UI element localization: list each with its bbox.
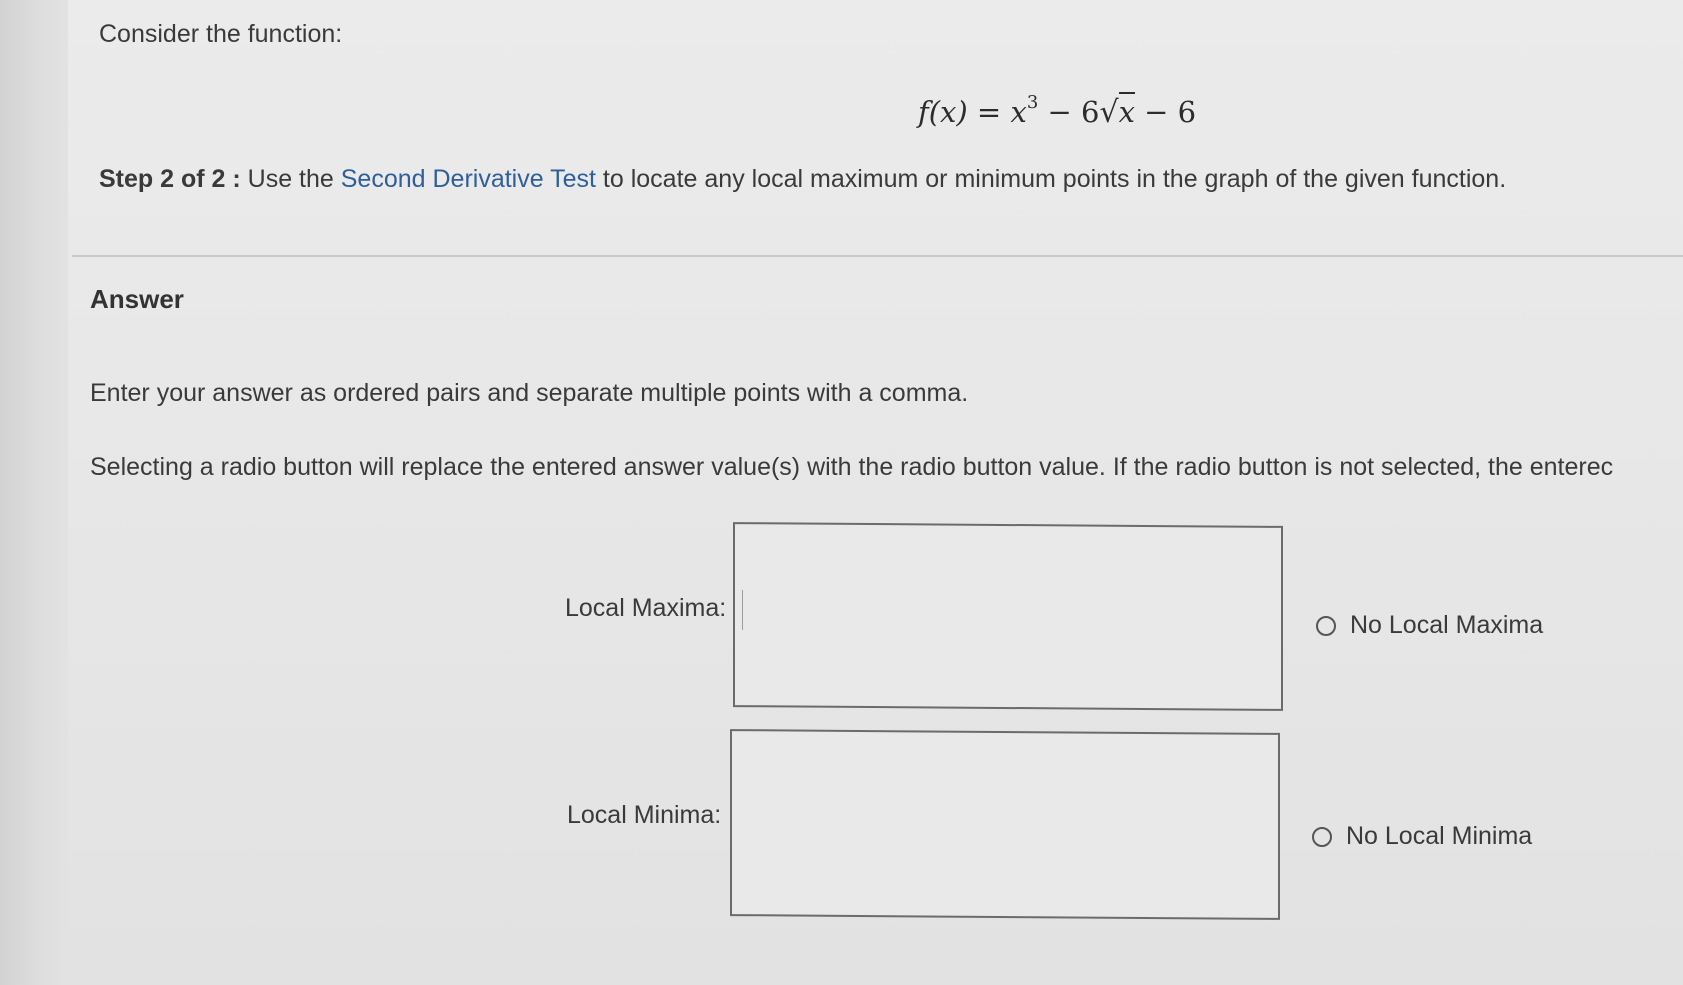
- local-minima-label: Local Minima:: [567, 801, 722, 829]
- second-derivative-test-link[interactable]: Second Derivative Test: [340, 165, 596, 193]
- no-local-minima-label[interactable]: No Local Minima: [1346, 822, 1533, 850]
- radical-sign: √: [1099, 95, 1119, 130]
- no-local-maxima-label[interactable]: No Local Maxima: [1350, 611, 1544, 639]
- formula-lhs: f(x) = x: [918, 95, 1027, 129]
- step-label: Step 2 of 2 :: [99, 165, 241, 193]
- local-maxima-label: Local Maxima:: [565, 594, 727, 622]
- answer-title: Answer: [90, 284, 184, 314]
- formula-exponent: 3: [1026, 92, 1039, 113]
- function-formula: [918, 92, 1196, 130]
- answer-instruction-radio: Selecting a radio button will replace the entered answer value(s) with the radio button value. If the radio button is not selected, the enterec: [90, 453, 1614, 481]
- left-gutter: [0, 0, 68, 985]
- no-local-maxima-radio[interactable]: [1316, 616, 1336, 636]
- local-minima-input[interactable]: [730, 729, 1280, 920]
- section-divider: [72, 255, 1683, 257]
- question-intro: Consider the function:: [99, 20, 343, 48]
- formula-coef: − 6: [1038, 95, 1100, 129]
- text-cursor: [742, 590, 743, 630]
- formula-radicand: x: [1119, 92, 1135, 129]
- step-text-after: to locate any local maximum or minimum points in the graph of the given function.: [595, 165, 1507, 193]
- step-text-before: Use the: [240, 165, 341, 193]
- answer-instruction-format: Enter your answer as ordered pairs and separate multiple points with a comma.: [90, 379, 969, 407]
- local-maxima-input[interactable]: [733, 522, 1283, 711]
- step-instruction: [99, 165, 1506, 194]
- no-local-minima-radio[interactable]: [1312, 827, 1332, 847]
- formula-tail: − 6: [1134, 95, 1197, 129]
